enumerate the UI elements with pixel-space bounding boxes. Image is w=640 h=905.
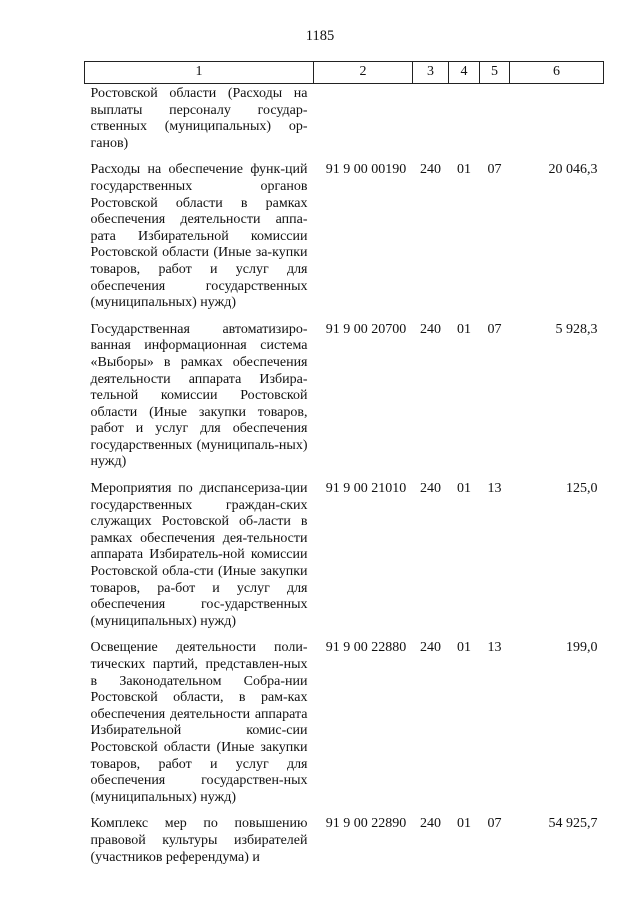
budget-table bbox=[84, 61, 604, 876]
table-row bbox=[85, 162, 604, 321]
row-subsection: 07 bbox=[487, 162, 502, 178]
row-amount: 20 046,3 bbox=[548, 162, 598, 178]
row-subsection: 13 bbox=[487, 640, 502, 656]
row-description: Комплекс мер по повышению правовой культуры избирателей (участников референдума) и bbox=[90, 816, 308, 865]
table-row bbox=[85, 481, 604, 640]
row-amount bbox=[510, 84, 604, 163]
row-code: 91 9 00 00190 bbox=[325, 162, 407, 178]
row-group bbox=[413, 84, 449, 163]
row-subsection: 13 bbox=[487, 481, 502, 497]
row-description: Освещение деятельности поли-тических партий, представлен-ных в Законодательном Собра-нии Ростовской области, в рам-ках обеспечения деятельности аппарата Избирательной комис-сии Ростовской области (Иные закупки товаров, работ и услуг для обеспечения государствен-ных (муниципальных) нужд) bbox=[90, 640, 308, 805]
row-subsection: 07 bbox=[487, 321, 502, 337]
row-description: Ростовской области (Расходы на выплаты персоналу государ-ственных (муниципальных) ор-ганов) bbox=[90, 86, 308, 151]
row-section: 01 bbox=[457, 816, 471, 832]
row-amount: 125,0 bbox=[566, 481, 598, 497]
table-row bbox=[85, 640, 604, 816]
row-section: 01 bbox=[457, 481, 471, 497]
column-header-subsection: 5 bbox=[480, 62, 510, 84]
row-amount: 5 928,3 bbox=[555, 321, 598, 337]
row-section bbox=[449, 84, 480, 163]
row-code: 91 9 00 22890 bbox=[325, 816, 407, 832]
row-section: 01 bbox=[457, 640, 471, 656]
row-code: 91 9 00 22880 bbox=[325, 640, 407, 656]
row-code bbox=[314, 84, 413, 163]
row-description: Государственная автоматизиро-ванная информационная система «Выборы» в рамках обеспечения деятельности аппарата Избира-тельной комиссии Ростовской области (Иные закупки товаров, работ и услуг для обеспечения государственных (муниципаль-ных) нужд) bbox=[90, 321, 308, 470]
row-group: 240 bbox=[420, 640, 441, 656]
table-row bbox=[85, 322, 604, 481]
page-number: 1185 bbox=[305, 28, 335, 44]
row-section: 01 bbox=[457, 162, 471, 178]
column-header-group: 3 bbox=[413, 62, 449, 84]
row-description: Мероприятия по диспансеризa-ции государственных граждан-ских служащих Ростовской об-ласти в рамках обеспечения дея-тельности аппарата Избиратель-ной комиссии Ростовской обла-сти (Иные закупки товаров, ра-бот и услуг для обеспечения гос-ударственных (муниципальных) нужд) bbox=[90, 481, 308, 629]
table-row bbox=[85, 84, 604, 163]
column-header-description: 1 bbox=[85, 62, 314, 84]
row-group: 240 bbox=[420, 481, 441, 497]
table-header-row bbox=[85, 62, 604, 84]
row-code: 91 9 00 21010 bbox=[325, 481, 407, 497]
column-header-amount: 6 bbox=[510, 62, 604, 84]
row-subsection: 07 bbox=[487, 816, 502, 832]
column-header-section: 4 bbox=[449, 62, 480, 84]
row-amount: 54 925,7 bbox=[548, 816, 598, 832]
row-subsection bbox=[480, 84, 510, 163]
table-row bbox=[85, 816, 604, 876]
row-group: 240 bbox=[420, 162, 441, 178]
row-section: 01 bbox=[457, 321, 471, 337]
row-group: 240 bbox=[420, 816, 441, 832]
row-amount: 199,0 bbox=[566, 640, 598, 656]
row-group: 240 bbox=[420, 321, 441, 337]
column-header-code: 2 bbox=[314, 62, 413, 84]
row-description: Расходы на обеспечение функ-ций государственных органов Ростовской области в рамках обеспечения деятельности аппа-рата Избирательной комиссии Ростовской области (Иные за-купки товаров, работ и услуг для обеспечения государственных (муниципальных) нужд) bbox=[90, 162, 308, 311]
row-code: 91 9 00 20700 bbox=[325, 321, 407, 337]
